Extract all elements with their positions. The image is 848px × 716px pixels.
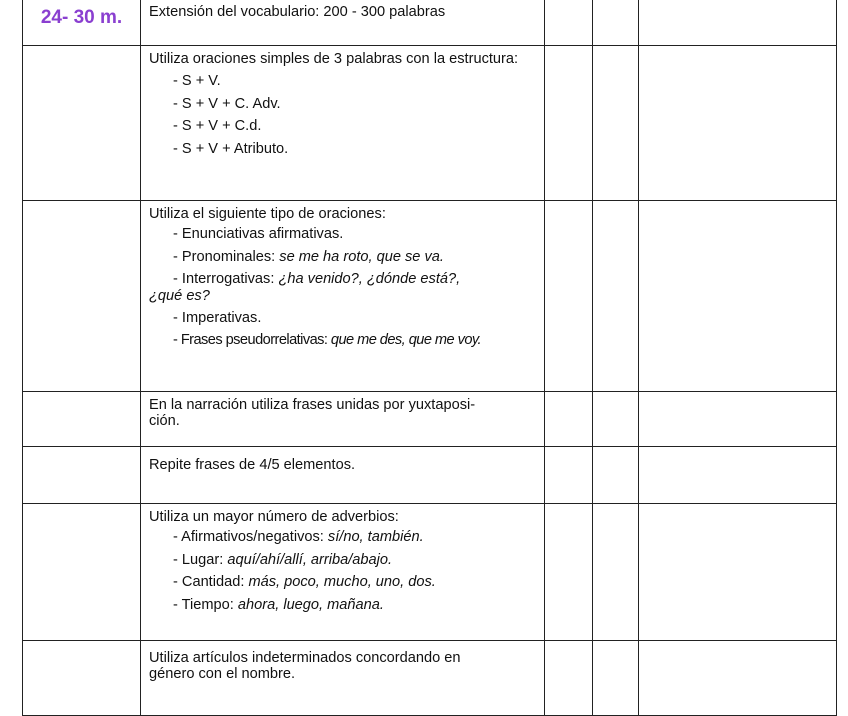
check-cell-a [545, 392, 593, 447]
item-label: - Lugar: [173, 551, 228, 568]
check-cell-b [593, 641, 639, 716]
observations-cell [639, 0, 837, 46]
check-cell-b [593, 0, 639, 46]
description-intro: Utiliza el siguiente tipo de oraciones: [149, 206, 386, 222]
sentence-type-item [149, 249, 536, 265]
adverb-item [149, 529, 536, 545]
description-text: género con el nombre. [149, 666, 296, 683]
check-cell-b [593, 201, 639, 392]
check-cell-a [545, 46, 593, 201]
check-cell-a [545, 0, 593, 46]
sentence-type-item [149, 226, 536, 242]
age-range-cell: 24- 30 m. [23, 0, 141, 46]
description-cell [141, 641, 545, 716]
description-cell [141, 201, 545, 392]
description-text: ción. [149, 413, 180, 430]
check-cell-b [593, 46, 639, 201]
age-range-cell [23, 392, 141, 447]
check-cell-b [593, 504, 639, 641]
item-example: se me ha roto, que se va. [279, 248, 444, 265]
structure-item: - S + V + C. Adv. [173, 95, 281, 112]
item-label: - Interrogativas: [173, 271, 279, 288]
observations-cell [639, 201, 837, 392]
item-example: aquí/ahí/allí, arriba/abajo. [227, 551, 393, 568]
description-cell [141, 504, 545, 641]
item-label: - Enunciativas afirmativas. [173, 226, 344, 243]
structure-item: - S + V + Atributo. [173, 140, 289, 157]
check-cell-b [593, 447, 639, 504]
table-row [23, 392, 837, 447]
check-cell-a [545, 447, 593, 504]
description-intro: Utiliza oraciones simples de 3 palabras con la estructura: [149, 51, 519, 67]
table-row [23, 201, 837, 392]
age-range-cell [23, 641, 141, 716]
description-cell [141, 0, 545, 46]
adverb-item [149, 597, 536, 613]
item-example: que me des, que me voy. [330, 332, 482, 349]
adverb-item [149, 574, 536, 590]
description-text: Utiliza artículos indeterminados concordando en [149, 650, 461, 666]
item-example-continued: ¿qué es? [149, 287, 210, 304]
description-cell [141, 447, 545, 504]
adverb-item [149, 552, 536, 568]
table-row [23, 0, 837, 46]
item-example: ahora, luego, mañana. [237, 596, 384, 613]
observations-cell [639, 641, 837, 716]
item-label: - Pronominales: [173, 248, 280, 265]
table-row [23, 447, 837, 504]
description-text: Extensión del vocabulario: 200 - 300 palabras [149, 4, 446, 20]
item-label: - Frases pseudorrelativas: [173, 332, 331, 349]
age-range-cell [23, 46, 141, 201]
item-label: - Cantidad: [173, 574, 249, 591]
check-cell-a [545, 201, 593, 392]
item-example: ¿ha venido?, ¿dónde está?, [278, 271, 461, 288]
structure-item: - S + V + C.d. [173, 118, 262, 135]
item-label: - Afirmativos/negativos: [173, 529, 328, 546]
item-label: - Tiempo: [173, 596, 238, 613]
description-cell [141, 46, 545, 201]
item-example: sí/no, también. [327, 529, 424, 546]
age-range-cell [23, 504, 141, 641]
sentence-type-item [149, 271, 536, 304]
table-row [23, 504, 837, 641]
description-text: Repite frases de 4/5 elementos. [149, 457, 356, 473]
structure-item: - S + V. [173, 73, 221, 90]
observations-cell [639, 447, 837, 504]
sentence-type-item [149, 332, 536, 348]
description-intro: Utiliza un mayor número de adverbios: [149, 509, 399, 525]
description-cell [141, 392, 545, 447]
development-checklist-table [22, 0, 837, 716]
check-cell-a [545, 504, 593, 641]
sentence-type-item [149, 310, 536, 326]
age-range-cell [23, 447, 141, 504]
item-label: - Imperativas. [173, 310, 262, 327]
table-row [23, 641, 837, 716]
age-range-cell [23, 201, 141, 392]
item-example: más, poco, mucho, uno, dos. [248, 574, 436, 591]
observations-cell [639, 46, 837, 201]
observations-cell [639, 392, 837, 447]
check-cell-b [593, 392, 639, 447]
observations-cell [639, 504, 837, 641]
table-row [23, 46, 837, 201]
check-cell-a [545, 641, 593, 716]
description-text: En la narración utiliza frases unidas por yuxtaposi- [149, 397, 476, 413]
